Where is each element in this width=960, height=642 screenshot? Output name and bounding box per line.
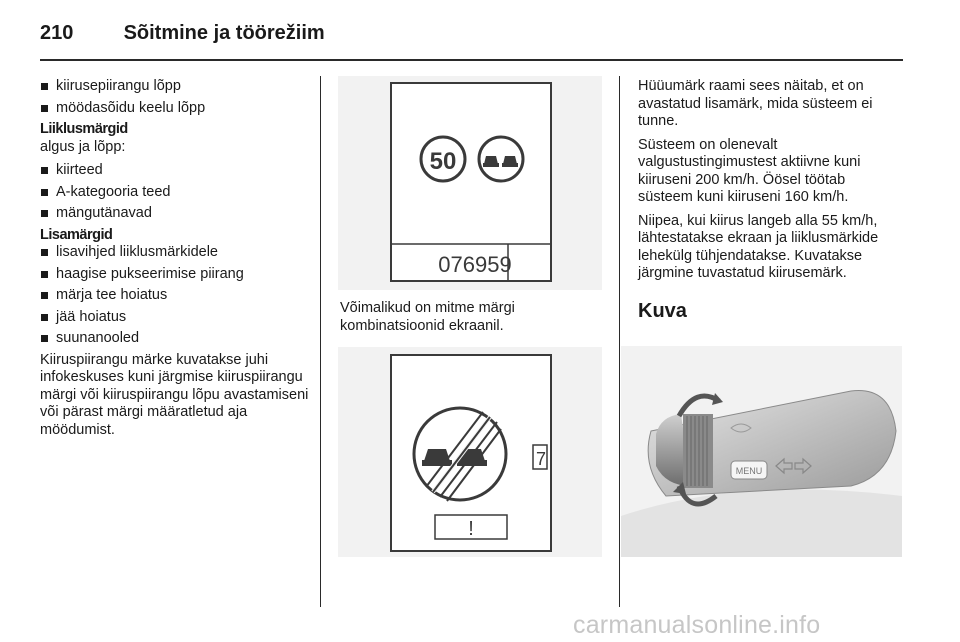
list-item: mängutänavad <box>40 205 312 223</box>
list-item: A-kategooria teed <box>40 184 312 202</box>
list-item: kiirteed <box>40 162 312 180</box>
display-figure-end-of-restriction <box>338 347 602 557</box>
column-left <box>40 78 312 445</box>
body-paragraph: Niipea, kui kiirus langeb alla 55 km/h, lähtestatakse ekraan ja liiklusmärkide lehekülg tühjendatakse. Kuvatakse järgmine tuvastatud kiirusemärk. <box>638 212 879 281</box>
list-item: möödasõidu keelu lõpp <box>40 100 312 118</box>
page-number: 210 <box>40 22 74 44</box>
unrecognized-sign-mark: ! <box>468 518 474 540</box>
watermark: carmanualsonline.info <box>573 611 821 639</box>
body-paragraph: Hüüumärk raami sees näitab, et on avastatud lisamärk, mida süsteem ei tunne. <box>638 78 873 129</box>
body-paragraph: Süsteem on olenevalt valgustustingimustest aktiivne kuni kiiruseni 200 km/h. Öösel töötab süsteem kuni kiiruseni 160 km/h. <box>638 136 861 205</box>
body-paragraph: Kiiruspiirangu märke kuvatakse juhi infokeskuses kuni järgmise kiiruspiirangu märgi või kiiruspiirangu lõpu avastamiseni või pärast märgi määratletud aja möödumist. <box>40 351 309 438</box>
list-item: suunanooled <box>40 330 312 348</box>
display-figure-speed-signs <box>338 76 602 290</box>
stalk-menu-button-label: MENU <box>735 466 763 476</box>
indicator-stalk-figure <box>621 346 902 557</box>
list-item: kiirusepiirangu lõpp <box>40 78 312 96</box>
figure-caption: Võimalikud on mitme märgi kombinatsioonid ekraanil. <box>340 300 515 334</box>
page-title: Sõitmine ja töörežiim <box>123 22 325 44</box>
section-heading: Kuva <box>638 299 687 322</box>
column-divider <box>320 76 321 607</box>
traffic-signs-intro: algus ja lõpp: <box>40 138 126 155</box>
page-header <box>40 22 325 45</box>
list-item: haagise pukseerimise piirang <box>40 266 312 284</box>
sign-code: 076959 <box>438 252 512 277</box>
column-divider <box>619 76 620 607</box>
header-divider <box>40 59 903 61</box>
speed-limit-value: 50 <box>429 148 457 175</box>
traffic-signs-heading: Liiklusmärgid <box>40 121 128 137</box>
list-item: jää hoiatus <box>40 309 312 327</box>
indicator-stalk-icon <box>621 346 902 557</box>
column-right <box>638 78 902 323</box>
side-mark: 7 <box>535 449 547 469</box>
list-item: lisavihjed liiklusmärkidele <box>40 244 312 262</box>
additional-signs-heading: Lisamärgid <box>40 226 113 243</box>
list-item: märja tee hoiatus <box>40 287 312 305</box>
